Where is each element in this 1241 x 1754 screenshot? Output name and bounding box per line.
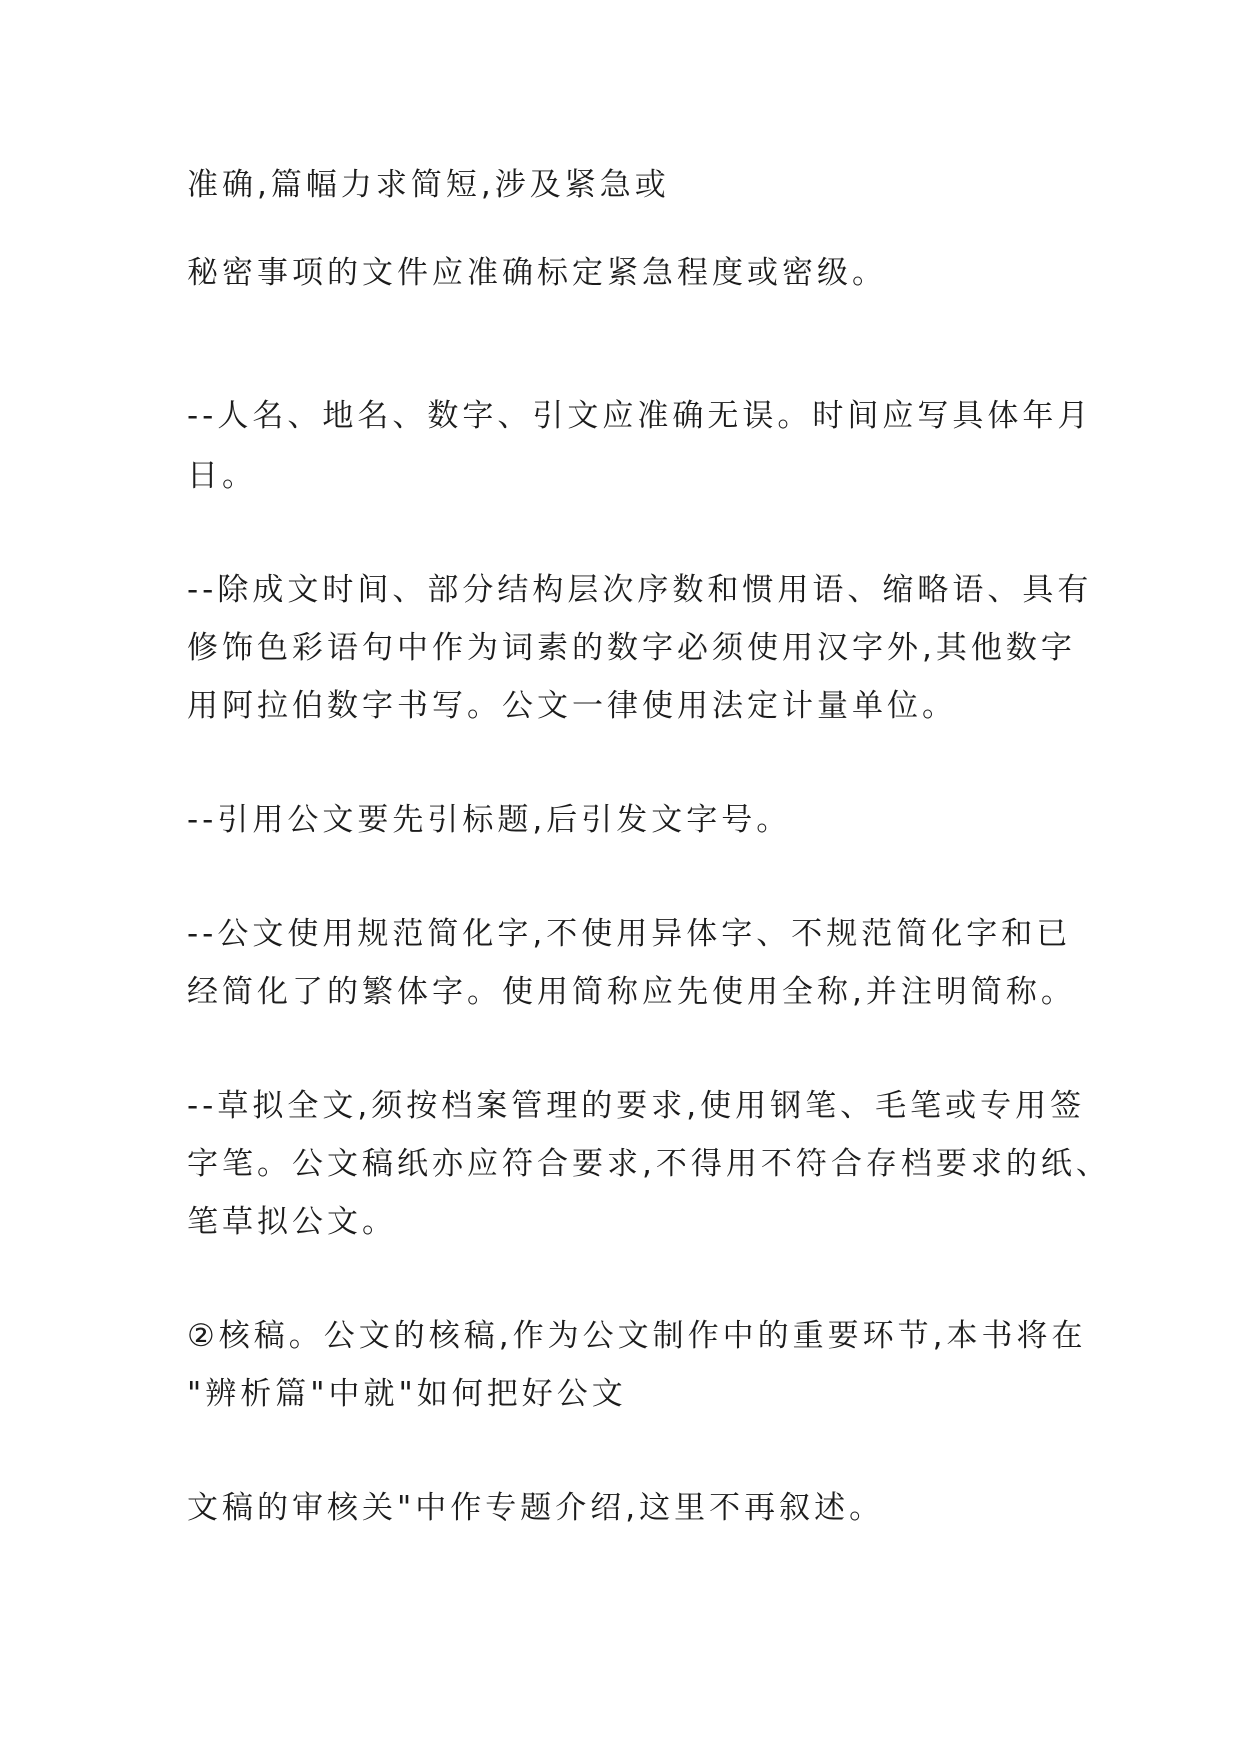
- text-line: 用阿拉伯数字书写。公文一律使用法定计量单位。: [187, 688, 957, 724]
- text-line: 秘密事项的文件应准确标定紧急程度或密级。: [187, 255, 887, 291]
- text-line: "辨析篇"中就"如何把好公文: [187, 1376, 627, 1412]
- text-line: 修饰色彩语句中作为词素的数字必须使用汉字外,其他数字: [187, 630, 1076, 666]
- text-line: 经简化了的繁体字。使用简称应先使用全称,并注明简称。: [187, 974, 1076, 1010]
- text-line: --人名、地名、数字、引文应准确无误。时间应写具体年月: [187, 398, 1093, 434]
- text-line: 日。: [187, 458, 257, 494]
- text-line: 笔草拟公文。: [187, 1204, 397, 1240]
- text-line: 文稿的审核关"中作专题介绍,这里不再叙述。: [187, 1490, 885, 1526]
- text-line: ②核稿。公文的核稿,作为公文制作中的重要环节,本书将在: [187, 1318, 1087, 1354]
- text-line: --公文使用规范简化字,不使用异体字、不规范简化字和已: [187, 916, 1072, 952]
- text-line: --草拟全文,须按档案管理的要求,使用钢笔、毛笔或专用签: [187, 1088, 1086, 1124]
- text-line: --引用公文要先引标题,后引发文字号。: [187, 802, 792, 838]
- text-line: 字笔。公文稿纸亦应符合要求,不得用不符合存档要求的纸、: [187, 1146, 1111, 1182]
- text-line: 准确,篇幅力求简短,涉及紧急或: [187, 167, 670, 203]
- text-line: --除成文时间、部分结构层次序数和惯用语、缩略语、具有: [187, 572, 1093, 608]
